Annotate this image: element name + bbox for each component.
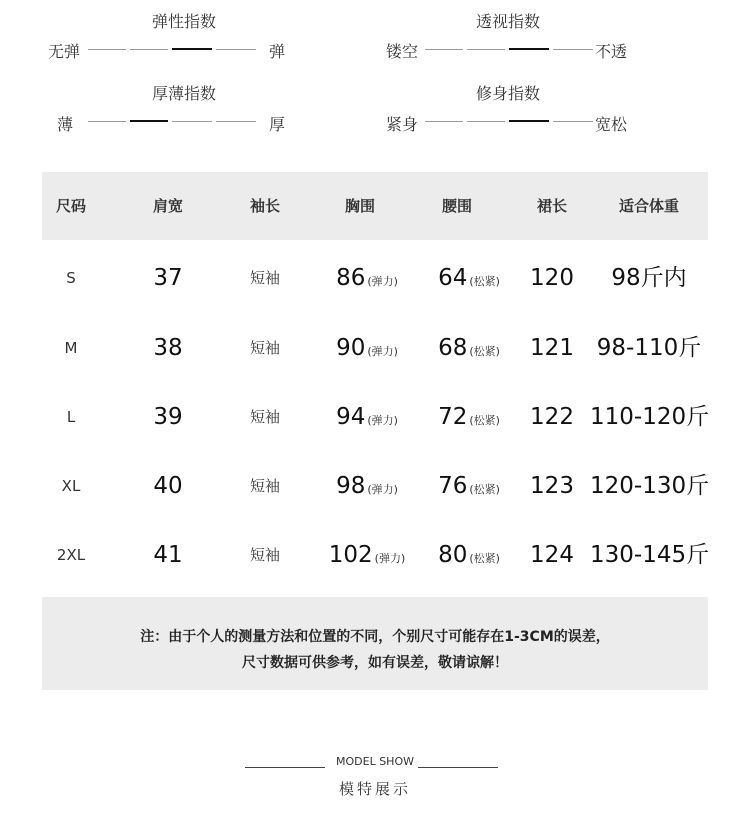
chest-note: (弹力)	[367, 345, 398, 358]
chest-note: (弹力)	[367, 414, 398, 427]
scale-segment	[425, 121, 463, 122]
fit-index-title: 修身指数	[475, 84, 540, 103]
thickness-index-title: 厚薄指数	[151, 84, 216, 103]
header-size: 尺码	[55, 197, 86, 215]
note-line-2: 尺寸数据可供参考，如有误差，敬请谅解！	[242, 655, 508, 671]
waist-value: 80	[438, 542, 468, 568]
transparency-index-title: 透视指数	[475, 12, 540, 31]
cell-sleeve: 短袖	[249, 408, 280, 426]
model-show-title-en: MODEL SHOW	[336, 755, 414, 768]
elasticity-left-label: 无弹	[48, 42, 81, 61]
table-row	[42, 520, 708, 590]
cell-waist	[422, 243, 516, 313]
cell-length: 124	[530, 542, 574, 568]
cell-length: 123	[530, 473, 574, 499]
waist-note: (松紧)	[469, 275, 500, 288]
cell-shoulder: 40	[153, 473, 183, 499]
scale-segment	[130, 49, 168, 50]
cell-sleeve: 短袖	[249, 546, 280, 564]
chest-value: 98	[336, 473, 366, 499]
scale-segment	[467, 49, 505, 50]
waist-note: (松紧)	[469, 552, 500, 565]
scale-segment	[172, 121, 212, 122]
waist-value: 68	[438, 335, 468, 361]
cell-chest	[322, 313, 412, 383]
scale-segment	[216, 49, 256, 50]
cell-length: 121	[530, 335, 574, 361]
cell-shoulder: 38	[153, 335, 183, 361]
cell-chest	[322, 243, 412, 313]
cell-weight: 110-120斤	[590, 404, 710, 430]
cell-size: 2XL	[56, 546, 86, 564]
cell-sleeve: 短袖	[249, 339, 280, 357]
header-chest: 胸围	[344, 197, 375, 215]
chest-value: 90	[336, 335, 366, 361]
cell-shoulder: 37	[153, 265, 183, 291]
scale-segment	[553, 49, 593, 50]
cell-size: M	[64, 339, 78, 357]
cell-shoulder: 41	[153, 542, 183, 568]
cell-waist	[422, 313, 516, 383]
waist-note: (松紧)	[469, 414, 500, 427]
cell-sleeve: 短袖	[249, 269, 280, 287]
elasticity-index-title: 弹性指数	[151, 12, 216, 31]
cell-weight: 130-145斤	[590, 542, 710, 568]
cell-chest	[322, 451, 412, 521]
cell-shoulder: 39	[153, 404, 183, 430]
header-waist: 腰围	[441, 197, 472, 215]
cell-waist	[422, 520, 516, 590]
scale-segment	[553, 121, 593, 122]
chest-value: 86	[336, 265, 366, 291]
transparency-right-label: 不透	[595, 42, 628, 61]
cell-size: S	[66, 269, 76, 287]
cell-length: 122	[530, 404, 574, 430]
cell-size: L	[66, 408, 76, 426]
scale-segment	[425, 49, 463, 50]
transparency-scale	[425, 48, 593, 50]
thickness-left-label: 薄	[57, 115, 74, 134]
table-row	[42, 382, 708, 452]
cell-waist	[422, 382, 516, 452]
cell-weight: 98-110斤	[596, 335, 702, 361]
table-row	[42, 451, 708, 521]
model-show-title-cn: 模特展示	[338, 780, 411, 798]
cell-weight: 98斤内	[611, 265, 687, 291]
cell-sleeve: 短袖	[249, 477, 280, 495]
transparency-left-label: 镂空	[386, 42, 419, 61]
scale-segment-active	[130, 120, 168, 122]
measurement-note	[42, 597, 708, 690]
scale-segment	[216, 121, 256, 122]
elasticity-scale	[88, 48, 256, 50]
note-line-1: 注：由于个人的测量方法和位置的不同，个别尺寸可能存在1-3CM的误差，	[140, 629, 610, 645]
chest-note: (弹力)	[367, 483, 398, 496]
chest-note: (弹力)	[374, 552, 406, 565]
cell-waist	[422, 451, 516, 521]
scale-segment	[467, 121, 505, 122]
scale-segment-active	[509, 48, 549, 50]
cell-chest	[322, 382, 412, 452]
table-row	[42, 243, 708, 313]
header-length: 裙长	[536, 197, 567, 215]
waist-value: 64	[438, 265, 468, 291]
waist-value: 76	[438, 473, 468, 499]
thickness-scale	[88, 120, 256, 122]
thickness-right-label: 厚	[269, 115, 286, 134]
fit-left-label: 紧身	[386, 115, 419, 134]
scale-segment-active	[172, 48, 212, 50]
fit-scale	[425, 120, 593, 122]
waist-note: (松紧)	[469, 483, 500, 496]
elasticity-right-label: 弹	[269, 42, 286, 61]
chest-value: 94	[336, 404, 366, 430]
chest-note: (弹力)	[367, 275, 398, 288]
header-shoulder: 肩宽	[152, 197, 183, 215]
size-table-header	[42, 172, 708, 240]
scale-segment-active	[509, 120, 549, 122]
chest-value: 102	[328, 542, 373, 568]
cell-chest	[322, 520, 412, 590]
scale-segment	[88, 121, 126, 122]
table-row	[42, 313, 708, 383]
waist-value: 72	[438, 404, 468, 430]
fit-right-label: 宽松	[595, 115, 628, 134]
waist-note: (松紧)	[469, 345, 500, 358]
cell-size: XL	[61, 477, 81, 495]
scale-segment	[88, 49, 126, 50]
cell-length: 120	[530, 265, 574, 291]
cell-weight: 120-130斤	[590, 473, 710, 499]
header-sleeve: 袖长	[249, 197, 280, 215]
header-weight: 适合体重	[618, 197, 679, 215]
